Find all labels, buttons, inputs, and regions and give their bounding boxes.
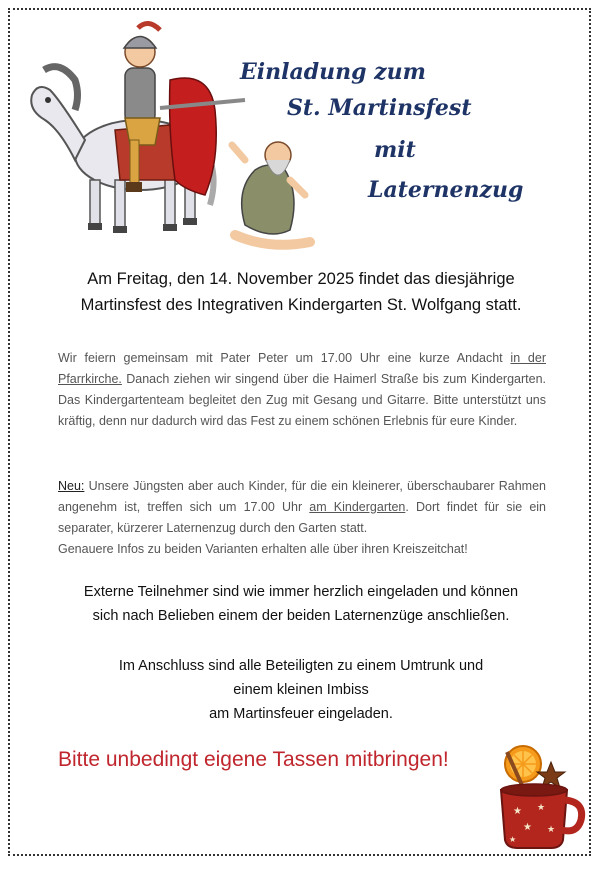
svg-text:★: ★	[513, 806, 522, 817]
closing-line-1: Im Anschluss sind alle Beteiligten zu einem Umtrunk und	[118, 658, 484, 674]
lead-line-2: Martinsfest des Integrativen Kindergarten St. Wolfgang statt.	[80, 296, 522, 314]
external-line-1: Externe Teilnehmer sind wie immer herzlich eingeladen und können	[83, 584, 519, 600]
bring-cups-notice: Bitte unbedingt eigene Tassen mitbringen!	[58, 748, 449, 771]
title-line-3: mit	[374, 137, 416, 163]
external-line-2: sich nach Belieben einem der beiden Laternenzüge anschließen.	[92, 608, 510, 624]
svg-text:★: ★	[537, 803, 546, 813]
st-martin-illustration	[20, 20, 320, 260]
paragraph2-text-c: Genauere Infos zu beiden Varianten erhalten alle über ihren Kreiszeitchat!	[58, 542, 468, 556]
punch-cup-illustration	[493, 742, 588, 850]
paragraph-neu	[58, 476, 546, 560]
svg-text:★: ★	[547, 825, 556, 835]
external-participants-text	[40, 580, 562, 628]
closing-line-2: einem kleinen Imbiss	[233, 682, 369, 698]
paragraph2-text-a: Unsere Jüngsten aber auch Kinder, für die ein kleinerer, überschaubarer Rahmen angenehm ist, treffen sich um 17.00 Uhr	[58, 479, 546, 514]
svg-text:★: ★	[523, 822, 532, 833]
neu-label: Neu:	[58, 479, 85, 493]
closing-text	[40, 654, 562, 726]
title-line-2: St. Martinsfest	[287, 95, 472, 121]
closing-line-3: am Martinsfeuer eingeladen.	[209, 706, 393, 722]
paragraph1-text-b: Danach ziehen wir singend über die Haimerl Straße bis zum Kindergarten. Das Kindergartenteam begleitet den Zug mit Gesang und Gitarre. Bitte unterstützt uns kräftig, denn nur dadurch wird das Fest zu einem schönen Erlebnis für eure Kinder.	[58, 372, 546, 428]
lead-line-1: Am Freitag, den 14. November 2025 findet das diesjährige	[87, 270, 515, 288]
kindergarten-link: am Kindergarten	[309, 500, 406, 514]
title-line-1: Einladung zum	[240, 59, 426, 85]
pfarrkirche-link: in der Pfarrkirche.	[58, 351, 546, 386]
paragraph2-text-b: . Dort findet für sie ein separater, kürzerer Laternenzug durch den Garten statt.	[58, 500, 547, 535]
lead-text	[40, 266, 562, 318]
svg-text:★: ★	[509, 835, 517, 844]
paragraph-andacht	[58, 348, 546, 432]
paragraph1-text-a: Wir feiern gemeinsam mit Pater Peter um 17.00 Uhr eine kurze Andacht	[58, 351, 511, 365]
title-line-4: Laternenzug	[368, 177, 524, 203]
